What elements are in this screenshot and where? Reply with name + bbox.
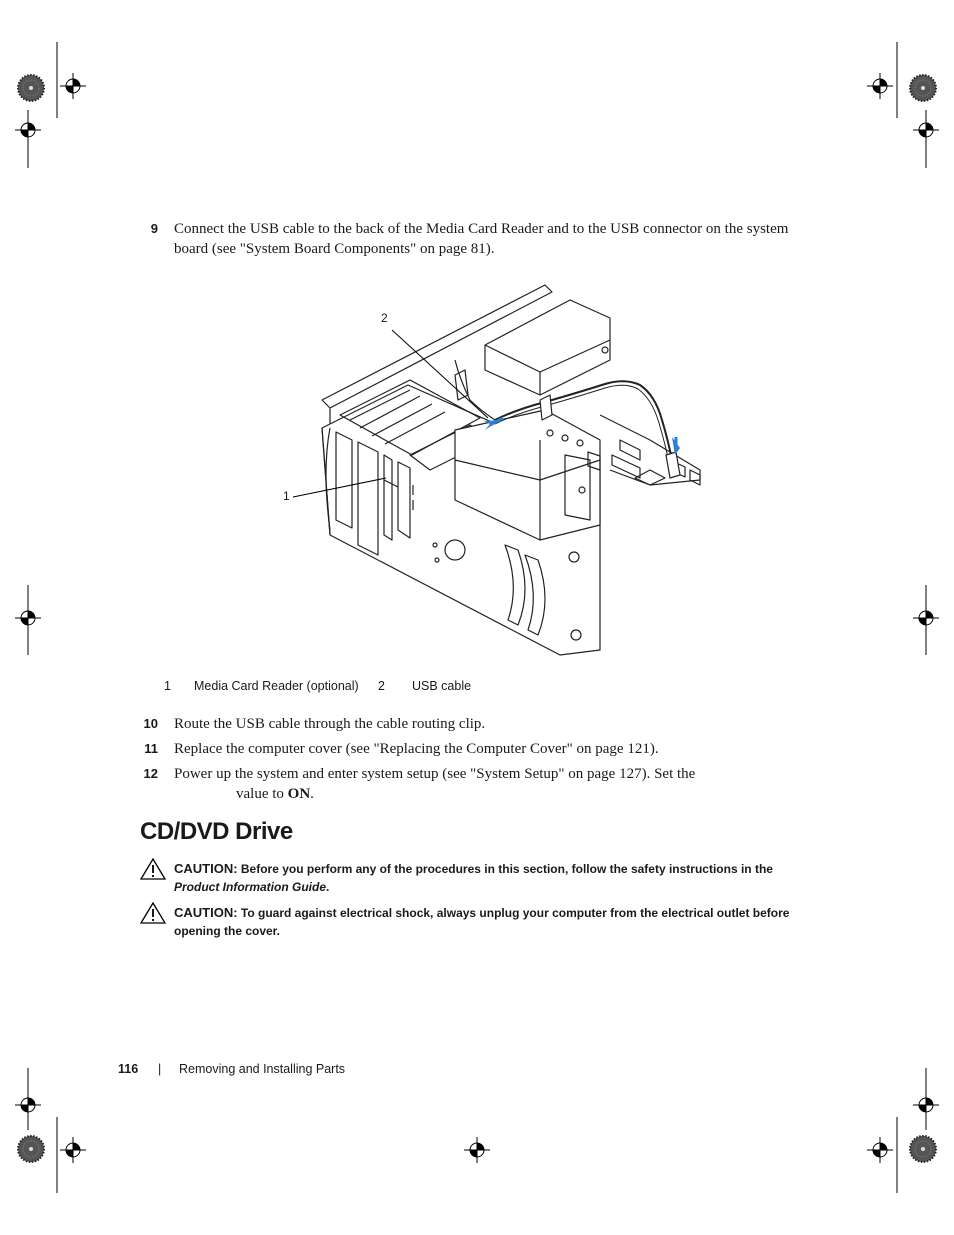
step-number: 12 (143, 766, 158, 781)
footer-chapter: Removing and Installing Parts (179, 1062, 346, 1076)
page-number: 116 (118, 1062, 139, 1076)
caution-text: Before you perform any of the procedures in this section, follow the safety instructions in the (240, 862, 773, 876)
step-number: 11 (144, 741, 158, 756)
step-text: Replace the computer cover (see "Replacing the Computer Cover" on page 121). (174, 741, 659, 757)
caution-doc-title: Product Information Guide (174, 880, 326, 894)
legend-label: USB cable (412, 679, 472, 693)
callout-1: 1 (283, 489, 290, 503)
legend-number: 2 (378, 679, 385, 693)
setting-value: ON (287, 786, 311, 802)
step-text-continued: value to ON. (236, 786, 314, 802)
step-text: Power up the system and enter system setup (see "System Setup" on page 127). Set the (174, 766, 696, 782)
caution-label: CAUTION: (174, 861, 238, 876)
legend-number: 1 (164, 679, 171, 693)
section-title: CD/DVD Drive (140, 818, 293, 845)
caution-block: CAUTION: Before you perform any of the procedures in this section, follow the safety instructions in the Product Information Guide. (174, 861, 773, 894)
step-number: 10 (143, 716, 158, 731)
step-text: Connect the USB cable to the back of the Media Card Reader and to the USB connector on the system board (see "System Board Components" on page 81). (174, 221, 789, 257)
footer-separator: | (158, 1062, 162, 1076)
caution-label: CAUTION: (174, 905, 238, 920)
step-text: Route the USB cable through the cable routing clip. (174, 716, 486, 732)
caution-text: To guard against electrical shock, always unplug your computer from the electrical outlet before opening the cover. (174, 906, 790, 938)
legend-label: Media Card Reader (optional) (194, 679, 359, 693)
callout-2: 2 (381, 311, 388, 325)
computer-usb-cable-illustration (280, 275, 740, 665)
caution-block (140, 904, 820, 940)
step-number: 9 (150, 221, 158, 236)
